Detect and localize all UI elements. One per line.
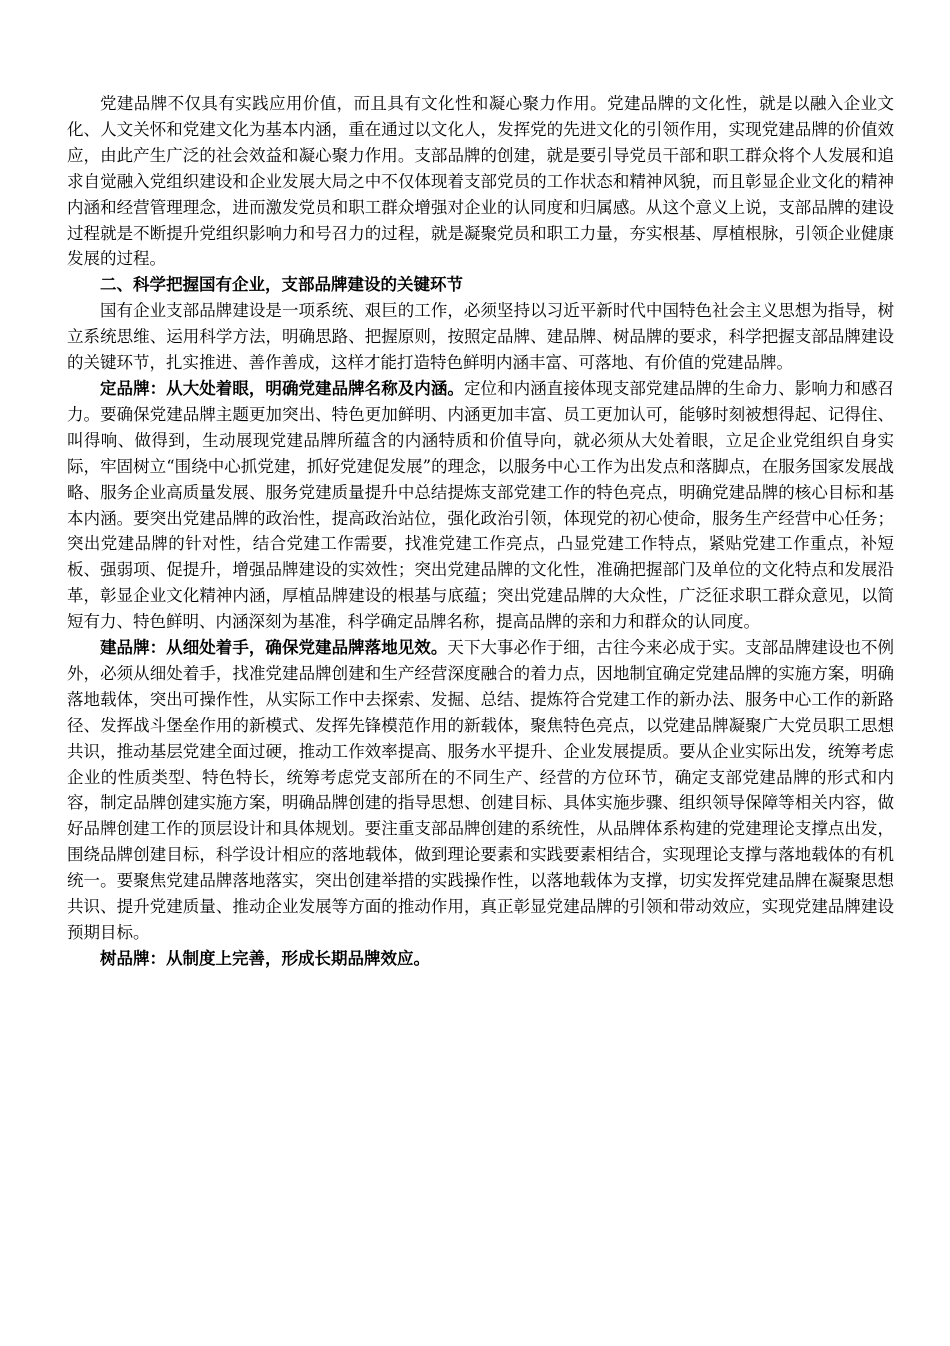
define-brand-lead: 定品牌：从大处着眼，明确党建品牌名称及内涵。 <box>100 378 464 398</box>
build-brand-body: 天下大事必作于细，古往今来必成于实。支部品牌建设也不例外，必须从细处着手，找准党建品牌创建和生产经营深度融合的着力点，因地制宜确定党建品牌的实施方案，明确落地载体，突出可操作性，从实际工作中去探索、发掘、总结、提炼符合党建工作的新办法、服务中心工作的新路径、发挥战斗堡垒作用的新模式、发挥先锋模范作用的新载体，聚焦特色亮点，以党建品牌凝聚广大党员职工思想共识，推动基层党建全面过硬，推动工作效率提高、服务水平提升、企业发展提质。要从企业实际出发，统筹考虑企业的性质类型、特色特长，统筹考虑党支部所在的不同生产、经营的方位环节，确定支部党建品牌的形式和内容，制定品牌创建实施方案，明确品牌创建的指导思想、创建目标、具体实施步骤、组织领导保障等相关内容，做好品牌创建工作的顶层设计和具体规划。要注重支部品牌创建的系统性，从品牌体系构建的党建理论支撑点出发，围绕品牌创建目标，科学设计相应的落地载体，做到理论要素和实践要素相结合，实现理论支撑与落地载体的有机统一。要聚焦党建品牌落地落实，突出创建举措的实践操作性，以落地载体为支撑，切实发挥党建品牌在凝聚思想共识、提升党建质量、推动企业发展等方面的推动作用，真正彰显党建品牌的引领和带动效应，实现党建品牌建设预期目标。 <box>67 638 895 942</box>
build-brand-lead: 建品牌：从细处着手，确保党建品牌落地见效。 <box>100 638 448 658</box>
section-heading: 二、科学把握国有企业，支部品牌建设的关键环节 <box>100 275 463 295</box>
body-paragraph-define-brand <box>67 376 894 635</box>
body-paragraph-build-brand <box>67 635 894 946</box>
body-paragraph-culture: 党建品牌不仅具有实践应用价值，而且具有文化性和凝心聚力作用。党建品牌的文化性，就是以融入企业文化、人文关怀和党建文化为基本内涵，重在通过以文化人，发挥党的先进文化的引领作用，实现党建品牌的价值效应，由此产生广泛的社会效益和凝心聚力作用。支部品牌的创建，就是要引导党员干部和职工群众将个人发展和追求自觉融入党组织建设和企业发展大局之中不仅体现着支部党员的工作状态和精神风貌，而且彰显企业文化的精神内涵和经营管理理念，进而激发党员和职工群众增强对企业的认同度和归属感。从这个意义上说，支部品牌的建设过程就是不断提升党组织影响力和号召力的过程，就是凝聚党员和职工力量，夯实根基、厚植根脉，引领企业健康发展的过程。 <box>67 94 894 269</box>
body-paragraph-intro: 国有企业支部品牌建设是一项系统、艰巨的工作，必须坚持以习近平新时代中国特色社会主义思想为指导，树立系统思维、运用科学方法，明确思路、把握原则，按照定品牌、建品牌、树品牌的要求，科学把握支部品牌建设的关键环节，扎实推进、善作善成，这样才能打造特色鲜明内涵丰富、可落地、有价值的党建品牌。 <box>67 301 894 373</box>
establish-brand-lead: 树品牌：从制度上完善，形成长期品牌效应。 <box>100 948 430 968</box>
define-brand-body: 定位和内涵直接体现支部党建品牌的生命力、影响力和感召力。要确保党建品牌主题更加突出、特色更加鲜明、内涵更加丰富、员工更加认可，能够时刻被想得起、记得住、叫得响、做得到，生动展现党建品牌所蕴含的内涵特质和价值导向，就必须从大处着眼，立足企业党组织自身实际，牢固树立“围绕中心抓党建，抓好党建促发展”的理念，以服务中心工作为出发点和落脚点，在服务国家发展战略、服务企业高质量发展、服务党建质量提升中总结提炼支部党建工作的特色亮点，明确党建品牌的核心目标和基本内涵。要突出党建品牌的政治性，提高政治站位，强化政治引领，体现党的初心使命，服务生产经营中心任务；突出党建品牌的针对性，结合党建工作需要，找准党建工作亮点，凸显党建工作特点，紧贴党建工作重点，补短板、强弱项、促提升，增强品牌建设的实效性；突出党建品牌的文化性，准确把握部门及单位的文化特点和发展沿革，彰显企业文化精神内涵，厚植品牌建设的根基与底蕴；突出党建品牌的大众性，广泛征求职工群众意见，以简短有力、特色鲜明、内涵深刻为基准，科学确定品牌名称，提高品牌的亲和力和群众的认同度。 <box>67 378 895 632</box>
body-paragraph-establish-brand <box>67 946 894 972</box>
document-page <box>67 91 894 972</box>
